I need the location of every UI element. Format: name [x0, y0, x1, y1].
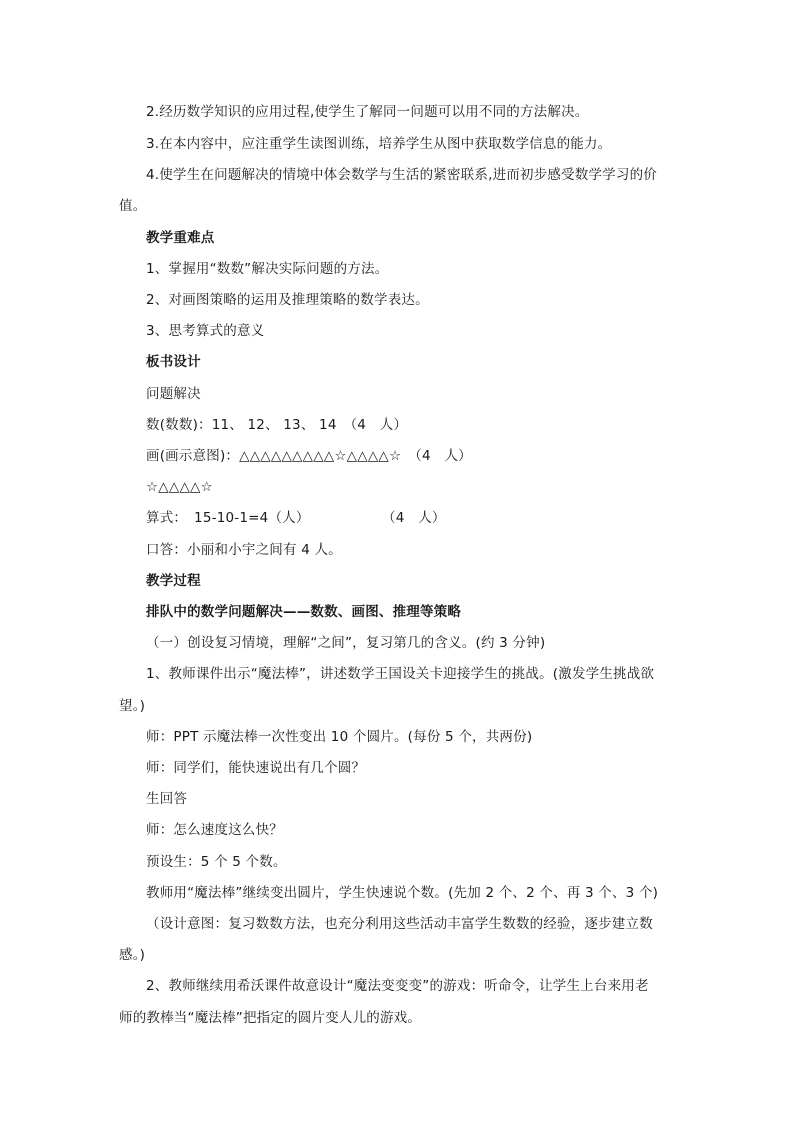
objective-4-line2: 值。: [119, 198, 147, 214]
paragraph-1-line2: 望。): [119, 698, 146, 714]
paragraph-1-line1: 1、教师课件出示“魔法棒”，讲述数学王国设关卡迎接学生的挑战。(激发学生挑战欲: [146, 666, 655, 682]
student-line-1: 生回答: [146, 791, 188, 807]
objective-4-line1: 4.使学生在问题解决的情境中体会数学与生活的紧密联系,进而初步感受数学学习的价: [146, 167, 657, 183]
board-draw-2: ☆△△△△☆: [146, 479, 213, 495]
board-count: 数(数数)：11、 12、 13、 14 （4 人）: [146, 417, 408, 433]
teacher-line-2: 师：同学们，能快速说出有几个圆？: [146, 760, 366, 776]
paragraph-3-line2: 师的教棒当“魔法棒”把指定的圆片变人儿的游戏。: [119, 1010, 422, 1026]
heading-board-design: 板书设计: [146, 354, 201, 370]
board-formula-result: （4 人）: [382, 510, 446, 526]
paragraph-2: 教师用“魔法棒”继续变出圆片，学生快速说个数。(先加 2 个、2 个、再 3 个、3 个): [146, 885, 659, 901]
design-intent-line2: 感。): [119, 947, 146, 963]
board-draw: 画(画示意图)：△△△△△△△△△☆△△△△☆ （4 人）: [146, 448, 472, 464]
student-line-2: 预设生：5 个 5 个数。: [146, 854, 287, 870]
board-title: 问题解决: [146, 386, 201, 402]
board-answer: 口答：小丽和小宇之间有 4 人。: [146, 542, 342, 558]
design-intent-line1: （设计意图：复习数数方法，也充分利用这些活动丰富学生数数的经验，逐步建立数: [146, 916, 653, 932]
process-title: 排队中的数学问题解决——数数、画图、推理等策略: [146, 604, 462, 620]
heading-key-points: 教学重难点: [146, 230, 215, 246]
key-point-3: 3、思考算式的意义: [146, 323, 265, 339]
key-point-1: 1、掌握用“数数”解决实际问题的方法。: [146, 261, 389, 277]
paragraph-3-line1: 2、教师继续用希沃课件故意设计“魔法变变变”的游戏：听命令，让学生上台来用老: [146, 978, 649, 994]
heading-teaching-process: 教学过程: [146, 573, 201, 589]
step-1: （一）创设复习情境，理解“之间”，复习第几的含义。(约 3 分钟): [146, 635, 546, 651]
teacher-line-3: 师：怎么速度这么快？: [146, 822, 283, 838]
board-formula: 算式： 15-10-1=4（人）: [146, 510, 310, 526]
objective-3: 3.在本内容中，应注重学生读图训练，培养学生从图中获取数学信息的能力。: [146, 136, 612, 152]
key-point-2: 2、对画图策略的运用及推理策略的数学表达。: [146, 292, 429, 308]
objective-2: 2.经历数学知识的应用过程,使学生了解同一问题可以用不同的方法解决。: [146, 104, 589, 120]
teacher-line-1: 师：PPT 示魔法棒一次性变出 10 个圆片。(每份 5 个，共两份): [146, 729, 533, 745]
